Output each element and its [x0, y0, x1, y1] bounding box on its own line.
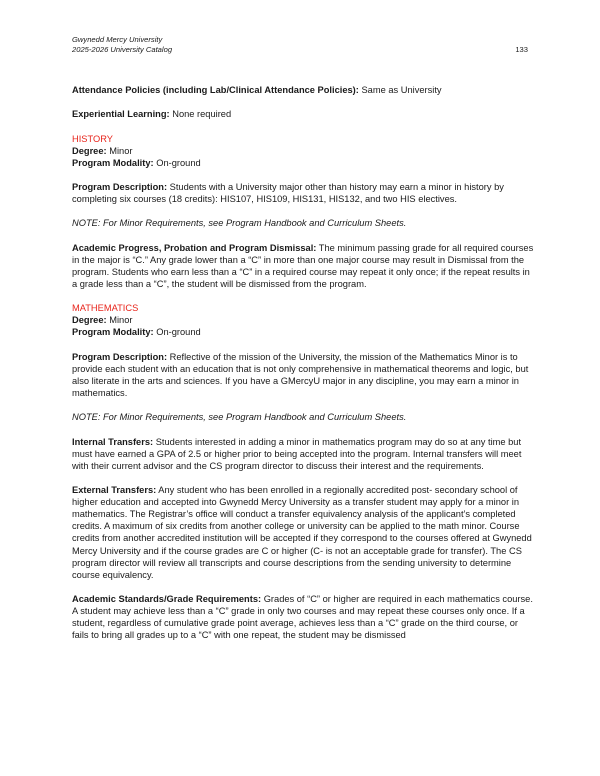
mathematics-description-value: Reflective of the mission of the University, the mission of the Mathematics Minor is to provide each student with an education that is not only comprehensive in mathematical theorems and logic, but also literate in the arts and sciences. If you have a GMercyU major in any discipline, you may earn a minor in mathematics. — [72, 351, 529, 398]
experiential-learning — [72, 108, 534, 120]
mathematics-standards-value: Grades of “C” or higher are required in each mathematics course. A student may achieve less than a “C” grade in only two courses and may repeat these courses only once. If a student, regardless of cumulative grade point average, achieves less than a “C” grade on the third course, or fails to bring all grades up to a “C” with one repeat, the student may be dismissed — [72, 593, 533, 641]
mathematics-external-value: Any student who has been enrolled in a regionally accredited post- secondary school of higher education and accepted into Gwynedd Mercy University as a transfer student may apply for a minor in mathematics. The Registrar’s office will conduct a transfer equivalency analysis of the applicant’s completed credits. A maximum of six credits from another college or university can be applied to the math minor. Course credits from another accredited institution will be accepted if they correspond to the courses offered at Gwynedd Mercy University and if the course grades are C or higher (C- is not an acceptable grade for transfer). The CS program director will review all transcripts and course descriptions from the sending university to determine course equivalency. — [72, 485, 532, 580]
history-modality-value: On-ground — [153, 157, 201, 168]
mathematics-standards-label: Academic Standards/Grade Requirements: — [72, 593, 262, 604]
mathematics-degree-label: Degree: — [72, 315, 107, 326]
history-academic-value: The minimum passing grade for all required courses in the major is “C.” Any grade lower than a “C” in more than one major course may result in Dismissal from the program. Students who earn less than a “C” in a required course may repeat it only once; if the repeat results in a grade less than a “C”, the student will be dismissed from the program. — [72, 242, 534, 289]
history-description-label: Program Description: — [72, 182, 168, 193]
history-title: HISTORY — [72, 133, 113, 144]
header-catalog: 2025-2026 University Catalog — [72, 45, 173, 54]
mathematics-degree — [72, 314, 534, 326]
attendance-label: Attendance Policies (including Lab/Clinical Attendance Policies): — [72, 85, 359, 95]
mathematics-modality — [72, 326, 534, 338]
history-modality — [72, 157, 534, 169]
page-number: 133 — [515, 45, 528, 54]
mathematics-internal-value: Students interested in adding a minor in mathematics program may do so at any time but must have earned a GPA of 2.5 or higher prior to being accepted into the program. Internal transfers will meet with their current advisor and the CS program director to discuss their interest and the requirements. — [72, 436, 522, 471]
mathematics-description-label: Program Description: — [72, 351, 168, 362]
experiential-label: Experiential Learning: — [72, 109, 170, 120]
attendance-policies — [72, 84, 534, 96]
history-degree — [72, 145, 534, 157]
mathematics-external-transfers — [72, 484, 534, 581]
mathematics-internal-transfers — [72, 436, 534, 472]
history-description-value: Students with a University major other than history may earn a minor in history by completing six courses (18 credits): HIS107, HIS109, HIS131, HIS132, and two HIS electives. — [72, 182, 504, 205]
mathematics-modality-label: Program Modality: — [72, 327, 154, 338]
history-section — [72, 133, 534, 291]
mathematics-modality-value: On-ground — [153, 327, 201, 338]
history-note: NOTE: For Minor Requirements, see Program Handbook and Curriculum Sheets. — [72, 218, 407, 229]
mathematics-academic-standards — [72, 593, 534, 641]
header-university: Gwynedd Mercy University — [72, 35, 163, 44]
attendance-value: Same as University — [358, 85, 442, 95]
mathematics-external-label: External Transfers: — [72, 485, 157, 496]
mathematics-internal-label: Internal Transfers: — [72, 436, 154, 447]
page-content — [72, 84, 534, 654]
mathematics-section — [72, 302, 534, 641]
history-degree-value: Minor — [106, 145, 133, 156]
page-header — [72, 35, 528, 55]
mathematics-description — [72, 351, 534, 399]
mathematics-note: NOTE: For Minor Requirements, see Program Handbook and Curriculum Sheets. — [72, 412, 407, 423]
experiential-value: None required — [169, 109, 232, 120]
history-modality-label: Program Modality: — [72, 157, 154, 168]
mathematics-degree-value: Minor — [106, 315, 133, 326]
history-degree-label: Degree: — [72, 145, 107, 156]
history-description — [72, 181, 534, 205]
history-academic-label: Academic Progress, Probation and Program Dismissal: — [72, 242, 317, 253]
history-academic-progress — [72, 242, 534, 290]
mathematics-title: MATHEMATICS — [72, 303, 139, 314]
